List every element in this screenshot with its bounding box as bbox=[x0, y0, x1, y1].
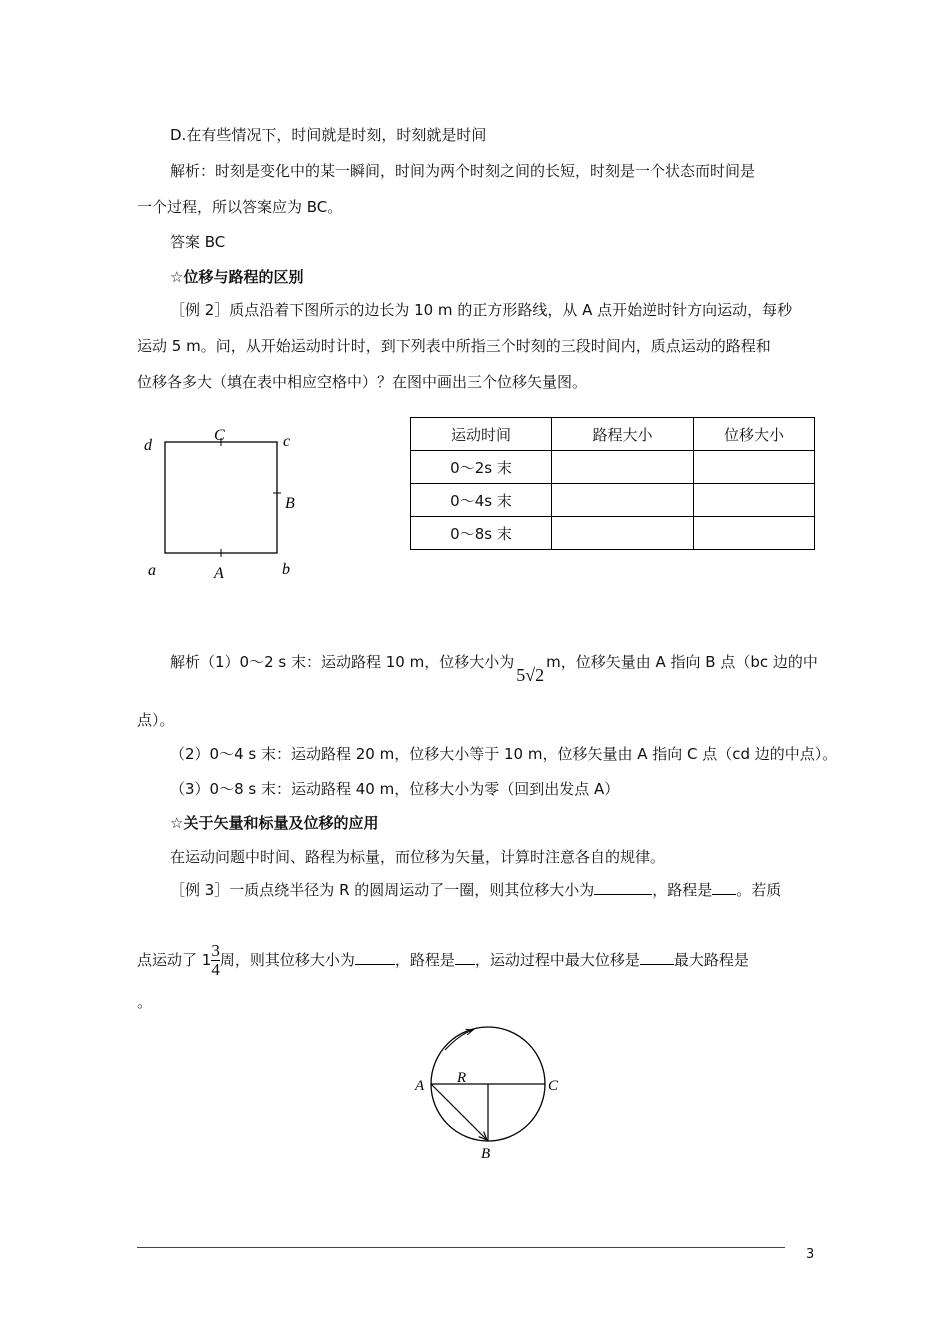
example2-text-end: 位移各多大（填在表中相应空格中）？在图中画出三个位移矢量图。 bbox=[137, 373, 588, 391]
example2-text: ［例 2］质点沿着下图所示的边长为 10 m 的正方形路线，从 A 点开始逆时针方向运动，每秒 bbox=[170, 301, 793, 319]
example3-text-cont bbox=[137, 942, 749, 979]
example3-end: 。 bbox=[137, 993, 153, 1011]
label-R: R bbox=[457, 1070, 467, 1086]
label-A: A bbox=[415, 1078, 425, 1094]
table-header: 运动时间 bbox=[411, 418, 552, 451]
analysis-text: 解析：时刻是变化中的某一瞬间，时间为两个时刻之间的长短，时刻是一个状态而时间是 bbox=[170, 162, 756, 180]
text: 。若质 bbox=[736, 881, 782, 899]
label-C: C bbox=[548, 1078, 559, 1094]
label-c: c bbox=[283, 433, 291, 450]
section-heading: ☆位移与路程的区别 bbox=[170, 268, 304, 286]
option-d: D.在有些情况下，时间就是时刻，时刻就是时间 bbox=[170, 126, 487, 144]
text: 周，则其位移大小为 bbox=[219, 951, 355, 969]
numerator: 3 bbox=[211, 941, 220, 960]
solution-1 bbox=[170, 651, 818, 685]
text: 点运动了 1 bbox=[137, 951, 212, 969]
table-row bbox=[411, 517, 815, 550]
square-path-diagram bbox=[130, 420, 310, 590]
label-a: a bbox=[148, 562, 156, 579]
table-header-row bbox=[411, 418, 815, 451]
math-5-root-2: 5√2 bbox=[516, 665, 545, 685]
solution-1-text-cont: m，位移矢量由 A 指向 B 点（bc 边的中 bbox=[546, 653, 818, 671]
table-row bbox=[411, 451, 815, 484]
example2-text-cont: 运动 5 m。问，从开始运动时计时，到下列表中所指三个时刻的三段时间内，质点运动的路程和 bbox=[137, 337, 771, 355]
table-cell[interactable] bbox=[694, 484, 815, 517]
page-number: 3 bbox=[806, 1247, 815, 1262]
footer-divider bbox=[137, 1247, 785, 1248]
solution-1-end: 点）。 bbox=[137, 711, 175, 729]
answer-text: 答案 BC bbox=[170, 233, 226, 251]
label-d: d bbox=[144, 437, 152, 454]
table-cell: 0～8s 末 bbox=[411, 517, 552, 550]
answer-blank[interactable] bbox=[712, 880, 736, 895]
fraction-3-4 bbox=[211, 942, 220, 979]
denominator: 4 bbox=[211, 960, 220, 979]
label-B: B bbox=[481, 1146, 491, 1162]
table-cell[interactable] bbox=[694, 517, 815, 550]
table-header: 位移大小 bbox=[694, 418, 815, 451]
text: ，路程是 bbox=[652, 881, 713, 899]
answer-blank[interactable] bbox=[640, 950, 674, 965]
label-A: A bbox=[214, 565, 224, 582]
table-header: 路程大小 bbox=[552, 418, 694, 451]
circle-motion-diagram bbox=[405, 1020, 575, 1170]
table-cell[interactable] bbox=[694, 451, 815, 484]
table-cell[interactable] bbox=[552, 451, 694, 484]
answer-blank[interactable] bbox=[355, 950, 395, 965]
answer-blank[interactable] bbox=[594, 880, 652, 895]
text: 最大路程是 bbox=[673, 951, 749, 969]
solution-1-text: 解析（1）0～2 s 末：运动路程 10 m，位移大小为 bbox=[170, 653, 515, 671]
answer-table bbox=[410, 417, 815, 550]
table-cell: 0～2s 末 bbox=[411, 451, 552, 484]
intro-text: 在运动问题中时间、路程为标量，而位移为矢量，计算时注意各自的规律。 bbox=[170, 848, 666, 866]
text: ，路程是 bbox=[394, 951, 455, 969]
analysis-text-cont: 一个过程，所以答案应为 BC。 bbox=[137, 198, 343, 216]
answer-blank[interactable] bbox=[455, 950, 475, 965]
solution-2: （2）0～4 s 末：运动路程 20 m，位移大小等于 10 m，位移矢量由 A 指向 C 点（cd 边的中点）。 bbox=[170, 745, 838, 763]
label-C: C bbox=[214, 427, 225, 444]
table-cell: 0～4s 末 bbox=[411, 484, 552, 517]
label-b: b bbox=[282, 561, 290, 578]
solution-3: （3）0～8 s 末：运动路程 40 m，位移大小为零（回到出发点 A） bbox=[170, 780, 620, 798]
text: ［例 3］一质点绕半径为 R 的圆周运动了一圈，则其位移大小为 bbox=[170, 881, 595, 899]
example3-text bbox=[170, 880, 781, 900]
section-heading: ☆关于矢量和标量及位移的应用 bbox=[170, 814, 379, 832]
table-cell[interactable] bbox=[552, 517, 694, 550]
table-cell[interactable] bbox=[552, 484, 694, 517]
table-row bbox=[411, 484, 815, 517]
label-B: B bbox=[285, 495, 295, 512]
text: ，运动过程中最大位移是 bbox=[474, 951, 640, 969]
